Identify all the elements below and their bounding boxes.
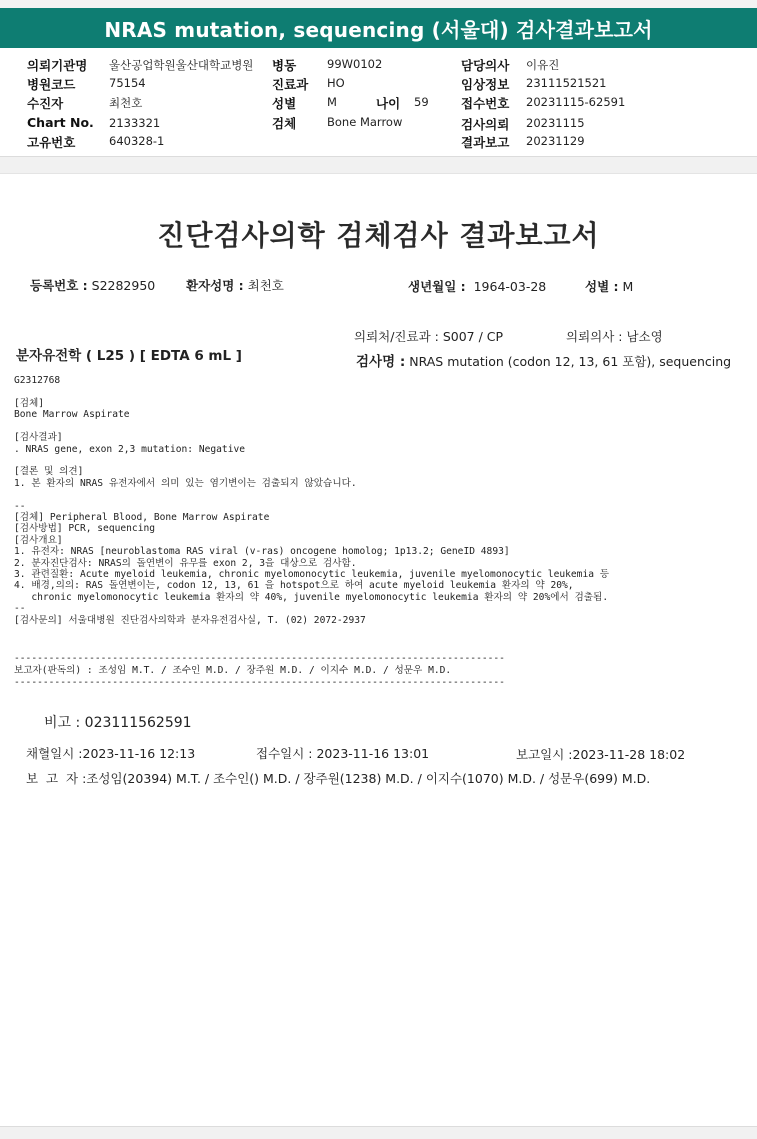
result-line: -- [14,500,26,512]
receive-field [256,744,429,762]
result-line [14,489,609,500]
report-title: NRAS mutation, sequencing (서울대) 검사결과보고서 [104,17,653,42]
result-document [0,172,757,1122]
receipt-value: 20231115-62591 [526,95,626,109]
hosp-code-label: 병원코드 [27,77,76,92]
patient-info-grid [0,54,757,154]
report-time-field [516,745,685,763]
age-label: 나이 [376,96,401,111]
dob-value: 1964-03-28 [473,279,547,294]
req-date-label: 검사의뢰 [461,117,510,132]
result-line: 1. 유전자: NRAS [neuroblastoma RAS viral (v-ras) oncogene homolog; 1p13.2; GeneID 4893] [14,546,510,558]
name-label: 환자성명 : [186,278,244,293]
test-name-label: 검사명 : [356,354,406,370]
clinical-label: 임상정보 [461,77,510,92]
result-line: chronic myelomonocytic leukemia 환자의 약 40%, juvenile myelomonocytic leukemia 환자의 약 20%에서 검출됨. [14,591,609,603]
reporter-block [14,653,505,689]
clinical-value: 23111521521 [526,76,607,90]
receive-value: 2023-11-16 13:01 [316,746,430,761]
result-line: 3. 관련질환: Acute myeloid leukemia, chronic myelomonocytic leukemia, juvenile myelomonocytic leukemia 등 [14,569,610,581]
reg-no-label: 등록번호 : [30,278,88,293]
name-value: 최천호 [247,278,284,293]
result-line: [검사문의] 서울대병원 진단검사의학과 분자유전검사실, T. (02) 2072-2937 [14,614,366,626]
dob-label: 생년월일 : [408,279,466,294]
result-text-block [14,398,609,626]
ward-label: 병동 [272,58,297,73]
doc-sex-label: 성별 : [585,279,619,294]
result-line [14,455,609,466]
result-line: Bone Marrow Aspirate [14,409,130,421]
report-title-bar [0,8,757,48]
sex-label: 성별 [272,96,297,111]
dash-line-top: ------------------------------------------------------------------------------------- [14,653,505,664]
reporters-field [26,769,650,787]
document-title: 진단검사의학 검체검사 결과보고서 [157,219,600,252]
req-doctor-label: 의뢰의사 : [566,329,623,344]
chart-label: Chart No. [27,115,94,130]
unique-value: 640328-1 [109,134,165,148]
receipt-label: 접수번호 [461,96,510,111]
test-name-field [356,350,731,370]
report-time-value: 2023-11-28 18:02 [572,747,686,762]
reporter-line: 보고자(판독의) : 조성임 M.T. / 조수인 M.D. / 장주원 M.D. / 이지수 M.D. / 성문우 M.D. [14,665,452,676]
ward-value: 99W0102 [327,57,383,71]
requester-value: S007 / CP [442,329,504,344]
requester-field [354,327,503,345]
dob-field [408,277,546,295]
result-line [14,421,609,432]
dept-value: HO [327,76,345,90]
note-value: 023111562591 [84,715,192,731]
result-line: [검체] Peripheral Blood, Bone Marrow Aspirate [14,512,270,524]
reg-no-value: S2282950 [91,278,156,293]
result-line: 1. 본 환자의 NRAS 유전자에서 의미 있는 염기변이는 검출되지 않았습니다. [14,477,357,489]
doc-sex-field [585,277,633,295]
collect-field [26,744,195,762]
req-org-value: 울산공업학원울산대학교병원 [109,58,254,72]
patient-value: 최천호 [109,96,143,110]
reg-no-field [30,276,155,294]
note-label: 비고 : [44,715,81,731]
sex-value: M [327,95,337,109]
report-date-value: 20231129 [526,134,585,148]
result-line: -- [14,603,26,615]
note-field [44,712,192,732]
specimen-label: 검체 [272,116,297,131]
result-line: [검사결과] [14,432,63,444]
reporters-value: 조성임(20394) M.T. / 조수인() M.D. / 장주원(1238) M.D. / 이지수(1070) M.D. / 성문우(699) M.D. [86,771,651,786]
test-name-value: NRAS mutation (codon 12, 13, 61 포함), sequencing [409,354,732,369]
dept-label: 진료과 [272,77,309,92]
doc-sex-value: M [622,279,634,294]
reporters-label: 보 고 자 : [26,771,87,786]
age-value: 59 [414,95,429,109]
specimen-id: G2312768 [14,375,61,386]
doctor-label: 담당의사 [461,58,510,73]
unique-label: 고유번호 [27,135,76,150]
doctor-value: 이유진 [526,58,560,72]
receive-label: 접수일시 : [256,746,313,761]
specimen-value: Bone Marrow [327,115,403,129]
result-line: 4. 배경,의의: RAS 돌연변이는, codon 12, 13, 61 을 hotspot으로 하여 acute myeloid leukemia 환자의 약 20%, [14,580,574,592]
name-field [186,276,284,294]
chart-value: 2133321 [109,116,161,130]
section-heading: 분자유전학 ( L25 ) [ EDTA 6 mL ] [16,348,242,364]
req-doctor-field [566,327,663,345]
result-line: 2. 분자진단검사: NRAS의 돌연변이 유무를 exon 2, 3을 대상으로 검사함. [14,557,357,569]
req-date-value: 20231115 [526,116,585,130]
patient-label: 수진자 [27,96,64,111]
report-time-label: 보고일시 : [516,747,573,762]
requester-label: 의뢰처/진료과 : [354,329,439,344]
collect-label: 채혈일시 : [26,746,83,761]
collect-value: 2023-11-16 12:13 [82,746,196,761]
hosp-code-value: 75154 [109,76,146,90]
report-date-label: 결과보고 [461,135,510,150]
dash-line-bottom: ------------------------------------------------------------------------------------- [14,677,505,688]
result-line: [검사개요] [14,534,63,546]
result-line: [검사방법] PCR, sequencing [14,523,156,535]
result-line: [결론 및 의견] [14,466,84,478]
result-line: [검체] [14,398,45,409]
req-org-label: 의뢰기관명 [27,58,88,73]
result-line: . NRAS gene, exon 2,3 mutation: Negative [14,443,246,455]
bottom-strip [0,1126,757,1139]
req-doctor-value: 남소영 [626,329,663,344]
